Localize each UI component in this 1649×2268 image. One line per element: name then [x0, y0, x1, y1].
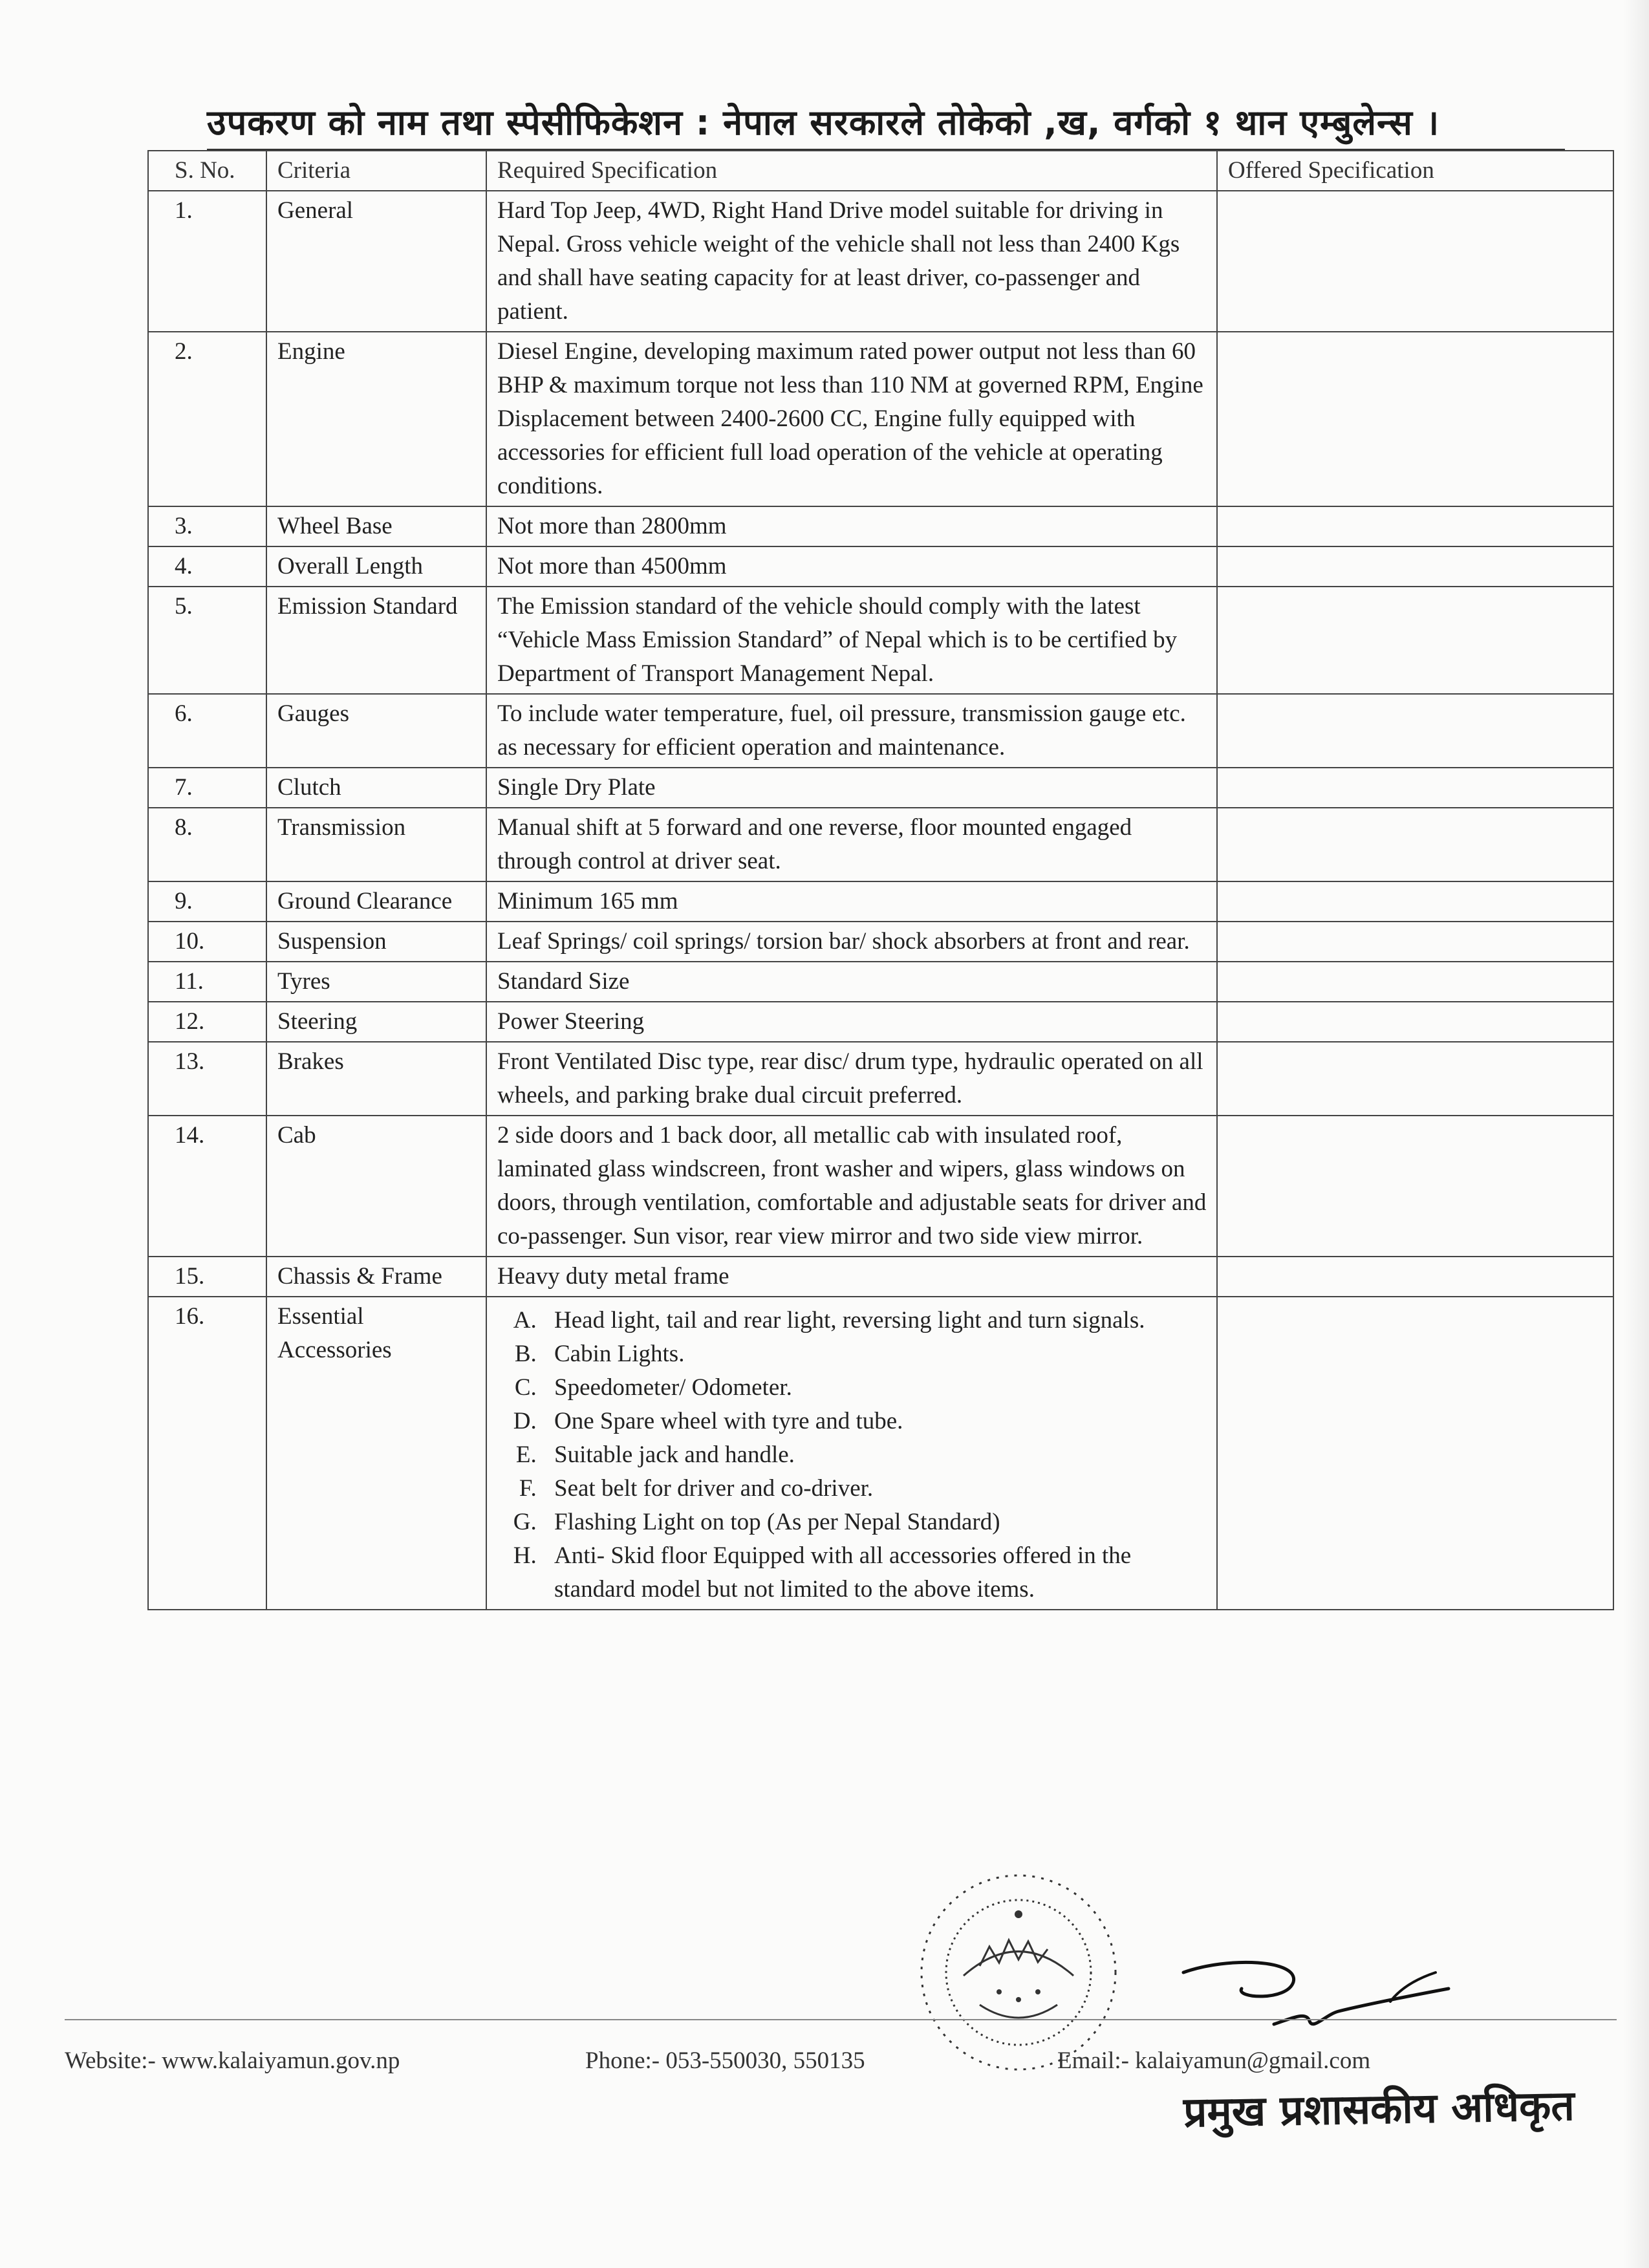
cell-sn: 12.	[148, 1002, 266, 1042]
table-row	[148, 1257, 1613, 1297]
cell-required-spec: Not more than 4500mm	[486, 546, 1217, 587]
cell-required-spec: Standard Size	[486, 962, 1217, 1002]
cell-sn: 9.	[148, 881, 266, 922]
cell-offered-spec	[1217, 1297, 1613, 1610]
cell-offered-spec	[1217, 922, 1613, 962]
table-header-row	[148, 151, 1613, 191]
footer-phone: Phone:- 053-550030, 550135	[585, 2047, 865, 2074]
cell-criteria: Emission Standard	[266, 587, 486, 694]
cell-sn: 15.	[148, 1257, 266, 1297]
cell-criteria: General	[266, 191, 486, 332]
table-row	[148, 922, 1613, 962]
table-row	[148, 694, 1613, 768]
cell-criteria: Cab	[266, 1116, 486, 1257]
cell-sn: 13.	[148, 1042, 266, 1116]
header-required: Required Specification	[486, 151, 1217, 191]
scan-shadow	[1623, 0, 1649, 2268]
cell-offered-spec	[1217, 768, 1613, 808]
cell-criteria: Steering	[266, 1002, 486, 1042]
cell-required-spec: Diesel Engine, developing maximum rated power output not less than 60 BHP & maximum torque not less than 110 NM at governed RPM, Engine Displacement between 2400-2600 CC, Engine fully equipped with accessories for efficient full load operation of the vehicle at operating conditions.	[486, 332, 1217, 506]
office-seal-stamp	[902, 1856, 1135, 2115]
table-row	[148, 1002, 1613, 1042]
cell-required-spec: To include water temperature, fuel, oil pressure, transmission gauge etc. as necessary for efficient operation and maintenance.	[486, 694, 1217, 768]
table-row	[148, 1042, 1613, 1116]
cell-offered-spec	[1217, 332, 1613, 506]
cell-offered-spec	[1217, 506, 1613, 546]
accessories-list	[497, 1304, 1207, 1606]
cell-sn: 6.	[148, 694, 266, 768]
header-offered: Offered Specification	[1217, 151, 1613, 191]
cell-sn: 4.	[148, 546, 266, 587]
cell-offered-spec	[1217, 1002, 1613, 1042]
cell-sn: 2.	[148, 332, 266, 506]
handwritten-signature	[1177, 1953, 1461, 2057]
cell-offered-spec	[1217, 191, 1613, 332]
cell-criteria: Clutch	[266, 768, 486, 808]
cell-sn: 14.	[148, 1116, 266, 1257]
header-sn: S. No.	[148, 151, 266, 191]
table-row	[148, 1116, 1613, 1257]
cell-criteria: Engine	[266, 332, 486, 506]
cell-required-spec: Front Ventilated Disc type, rear disc/ drum type, hydraulic operated on all wheels, and parking brake dual circuit preferred.	[486, 1042, 1217, 1116]
cell-required-spec: Minimum 165 mm	[486, 881, 1217, 922]
list-item: F. Seat belt for driver and co-driver.	[543, 1472, 1207, 1506]
list-item: G. Flashing Light on top (As per Nepal Standard)	[543, 1506, 1207, 1539]
table-row	[148, 332, 1613, 506]
cell-sn: 11.	[148, 962, 266, 1002]
cell-offered-spec	[1217, 546, 1613, 587]
cell-sn: 10.	[148, 922, 266, 962]
cell-sn: 8.	[148, 808, 266, 881]
cell-criteria: Ground Clearance	[266, 881, 486, 922]
cell-criteria: Transmission	[266, 808, 486, 881]
footer-website: Website:- www.kalaiyamun.gov.np	[65, 2047, 400, 2074]
table-row	[148, 1297, 1613, 1610]
cell-required-spec: 2 side doors and 1 back door, all metallic cab with insulated roof, laminated glass windscreen, front washer and wipers, glass windows on doors, through ventilation, comfortable and adjustable seats for driver and co-passenger. Sun visor, rear view mirror and two side view mirror.	[486, 1116, 1217, 1257]
cell-sn: 5.	[148, 587, 266, 694]
table-body	[148, 191, 1613, 1610]
table-row	[148, 768, 1613, 808]
cell-criteria: Tyres	[266, 962, 486, 1002]
table-row	[148, 808, 1613, 881]
document-title: उपकरण को नाम तथा स्पेसीफिकेशन : नेपाल सरकारले तोकेको ,ख, वर्गको १ थान एम्बुलेन्स ।	[207, 97, 1565, 151]
cell-sn: 7.	[148, 768, 266, 808]
cell-required-spec: Manual shift at 5 forward and one reverse, floor mounted engaged through control at driver seat.	[486, 808, 1217, 881]
cell-required-spec: Not more than 2800mm	[486, 506, 1217, 546]
list-item: C. Speedometer/ Odometer.	[543, 1371, 1207, 1405]
list-item: E. Suitable jack and handle.	[543, 1438, 1207, 1472]
table-row	[148, 191, 1613, 332]
cell-criteria: Wheel Base	[266, 506, 486, 546]
cell-required-spec: Power Steering	[486, 1002, 1217, 1042]
cell-criteria: Brakes	[266, 1042, 486, 1116]
cell-criteria: Overall Length	[266, 546, 486, 587]
cell-sn: 16.	[148, 1297, 266, 1610]
cell-criteria: Gauges	[266, 694, 486, 768]
footer-divider	[65, 2019, 1617, 2020]
cell-offered-spec	[1217, 1257, 1613, 1297]
list-item: B. Cabin Lights.	[543, 1337, 1207, 1371]
specification-table	[147, 150, 1614, 1610]
table-row	[148, 881, 1613, 922]
cell-sn: 1.	[148, 191, 266, 332]
table-row	[148, 587, 1613, 694]
cell-criteria: Essential Accessories	[266, 1297, 486, 1610]
cell-criteria: Chassis & Frame	[266, 1257, 486, 1297]
cell-offered-spec	[1217, 1116, 1613, 1257]
cell-required-spec: Heavy duty metal frame	[486, 1257, 1217, 1297]
cell-criteria: Suspension	[266, 922, 486, 962]
officer-title-stamp: प्रमुख प्रशासकीय अधिकृत	[1183, 2082, 1575, 2137]
cell-offered-spec	[1217, 808, 1613, 881]
cell-required-spec: Single Dry Plate	[486, 768, 1217, 808]
cell-required-spec: Hard Top Jeep, 4WD, Right Hand Drive model suitable for driving in Nepal. Gross vehicle weight of the vehicle shall not less than 2400 Kgs and shall have seating capacity for at least driver, co-passenger and patient.	[486, 191, 1217, 332]
list-item: H. Anti- Skid floor Equipped with all accessories offered in the standard model but not limited to the above items.	[543, 1539, 1207, 1606]
cell-offered-spec	[1217, 1042, 1613, 1116]
cell-offered-spec	[1217, 881, 1613, 922]
cell-required-spec: Leaf Springs/ coil springs/ torsion bar/ shock absorbers at front and rear.	[486, 922, 1217, 962]
cell-required-spec: The Emission standard of the vehicle should comply with the latest “Vehicle Mass Emission Standard” of Nepal which is to be certified by Department of Transport Management Nepal.	[486, 587, 1217, 694]
footer-email: Email:- kalaiyamun@gmail.com	[1057, 2047, 1371, 2074]
header-criteria: Criteria	[266, 151, 486, 191]
table-row	[148, 546, 1613, 587]
list-item: D. One Spare wheel with tyre and tube.	[543, 1405, 1207, 1438]
cell-offered-spec	[1217, 962, 1613, 1002]
cell-offered-spec	[1217, 694, 1613, 768]
cell-required-spec	[486, 1297, 1217, 1610]
cell-offered-spec	[1217, 587, 1613, 694]
table-row	[148, 962, 1613, 1002]
cell-sn: 3.	[148, 506, 266, 546]
list-item: A. Head light, tail and rear light, reversing light and turn signals.	[543, 1304, 1207, 1337]
table-row	[148, 506, 1613, 546]
